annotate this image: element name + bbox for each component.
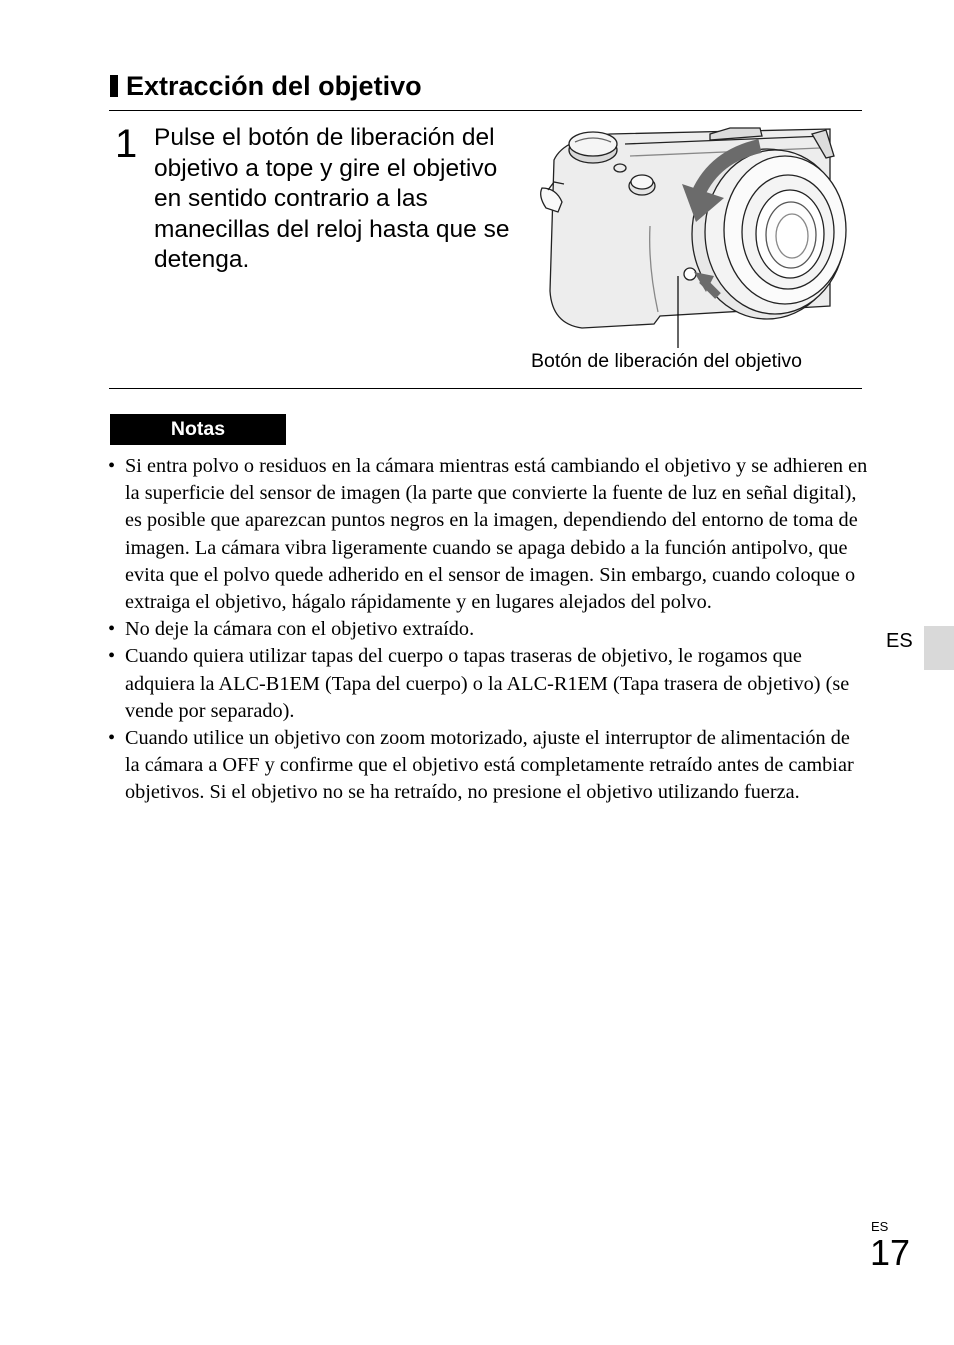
section-title-text: Extracción del objetivo (126, 71, 422, 102)
language-tab-marker (924, 626, 954, 670)
note-text: Cuando quiera utilizar tapas del cuerpo o tapas traseras de objetivo, le rogamos que adquiera la ALC-B1EM (Tapa del cuerpo) o la ALC-R1EM (Tapa trasera de objetivo) (se vende por separado). (125, 645, 850, 722)
bullet-icon: • (108, 645, 116, 668)
list-item (108, 453, 868, 616)
footer-language: ES (871, 1219, 889, 1234)
note-text: Cuando utilice un objetivo con zoom motorizado, ajuste el interruptor de alimentación de la cámara a OFF y confirme que el objetivo está completamente retraído antes de cambiar objetivos. Si el objetivo no se ha retraído, no presione el objetivo utilizando fuerza. (125, 727, 854, 804)
list-item (108, 643, 868, 725)
list-item (108, 725, 868, 807)
notes-label: Notas (110, 414, 286, 445)
bullet-icon: • (108, 727, 116, 750)
notes-list (108, 453, 868, 807)
bullet-icon: • (108, 618, 116, 641)
page-number: 17 (870, 1232, 911, 1273)
title-marker-icon (110, 75, 118, 97)
step-number: 1 (115, 122, 138, 166)
list-item (108, 616, 868, 643)
step-instruction: Pulse el botón de liberación del objetivo a tope y gire el objetivo en sentido contrario a las manecillas del reloj hasta que se detenga. (154, 124, 510, 273)
lens-release-button-label: Botón de liberación del objetivo (531, 350, 803, 372)
note-text: No deje la cámara con el objetivo extraído. (125, 618, 475, 641)
bottom-divider (109, 388, 862, 389)
note-text: Si entra polvo o residuos en la cámara mientras está cambiando el objetivo y se adhieren en la superficie del sensor de imagen (la parte que convierte la fuente de luz en señal digital), es posible que aparezcan puntos negros en la imagen, dependiendo del entorno de toma de imagen. La cámara vibra ligeramente cuando se apaga debido a la función antipolvo, que evita que el polvo quede adherido en el sensor de imagen. Sin embargo, cuando coloque o extraiga el objetivo, hágalo rápidamente y en lugares alejados del polvo. (125, 455, 868, 614)
bullet-icon: • (108, 455, 116, 477)
camera-lens-removal-icon (530, 126, 862, 356)
top-divider (109, 110, 862, 111)
section-title (110, 68, 422, 104)
language-tab-label: ES (886, 630, 913, 652)
